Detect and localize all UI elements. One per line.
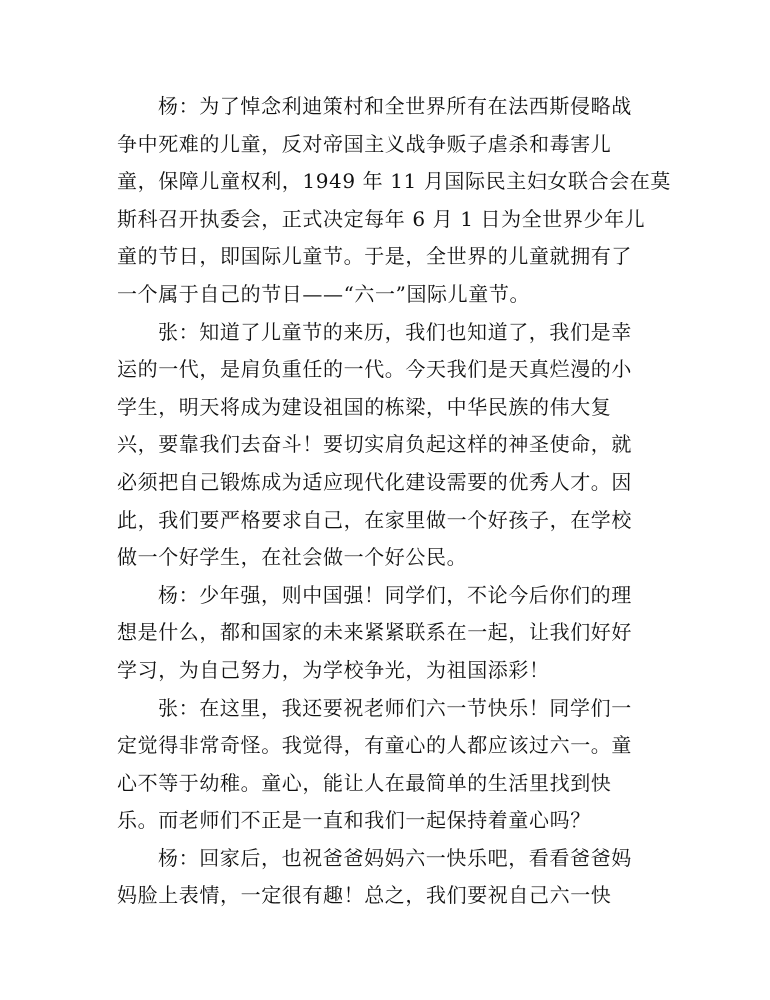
paragraph-3-line-1: 杨：少年强，则中国强！同学们，不论今后你们的理 [158, 582, 632, 607]
paragraph-2-line-4: 兴，要靠我们去奋斗！要切实肩负起这样的神圣使命，就 [117, 432, 632, 457]
document-body [117, 88, 672, 915]
paragraph-1-line-1: 杨：为了悼念利迪策村和全世界所有在法西斯侵略战 [158, 94, 632, 118]
paragraph-4-line-4: 乐。而老师们不正是一直和我们一起保持着童心吗？ [117, 808, 591, 833]
paragraph-1-line-6: 一个属于自己的节日——“六一”国际儿童节。 [117, 281, 531, 306]
paragraph-1-line-2: 争中死难的儿童，反对帝国主义战争贩子虐杀和毒害儿 [117, 131, 612, 156]
paragraph-2-line-7: 做一个好学生，在社会做一个好公民。 [117, 545, 468, 570]
paragraph-5-line-2: 妈脸上表情，一定很有趣！总之，我们要祝自己六一快 [117, 883, 612, 908]
paragraph-2-line-6: 此，我们要严格要求自己，在家里做一个好孩子，在学校 [117, 507, 632, 532]
paragraph-2-line-2: 运的一代，是肩负重任的一代。今天我们是天真烂漫的小 [117, 357, 632, 382]
paragraph-4-line-3: 心不等于幼稚。童心，能让人在最简单的生活里找到快 [117, 770, 612, 795]
paragraph-1-line-5: 童的节日，即国际儿童节。于是，全世界的儿童就拥有了 [117, 244, 632, 269]
paragraph-4-line-1: 张：在这里，我还要祝老师们六一节快乐！同学们一 [158, 695, 632, 720]
paragraph-2-line-1: 张：知道了儿童节的来历，我们也知道了，我们是幸 [158, 319, 632, 344]
paragraph-2-line-3: 学生，明天将成为建设祖国的栋梁，中华民族的伟大复 [117, 394, 612, 419]
paragraph-3-line-3: 学习，为自己努力，为学校争光，为祖国添彩！ [117, 657, 550, 682]
paragraph-4-line-2: 定觉得非常奇怪。我觉得，有童心的人都应该过六一。童 [117, 733, 632, 758]
paragraph-2-line-5: 必须把自己锻炼成为适应现代化建设需要的优秀人才。因 [117, 469, 632, 494]
paragraph-1-line-4: 斯科召开执委会，正式决定每年 6 月 1 日为全世界少年儿 [117, 206, 646, 231]
paragraph-5-line-1: 杨：回家后，也祝爸爸妈妈六一快乐吧，看看爸爸妈 [158, 845, 632, 870]
paragraph-1-line-3: 童，保障儿童权利，1949 年 11 月国际民主妇女联合会在莫 [117, 169, 672, 194]
paragraph-3-line-2: 想是什么，都和国家的未来紧紧联系在一起，让我们好好 [117, 620, 632, 645]
